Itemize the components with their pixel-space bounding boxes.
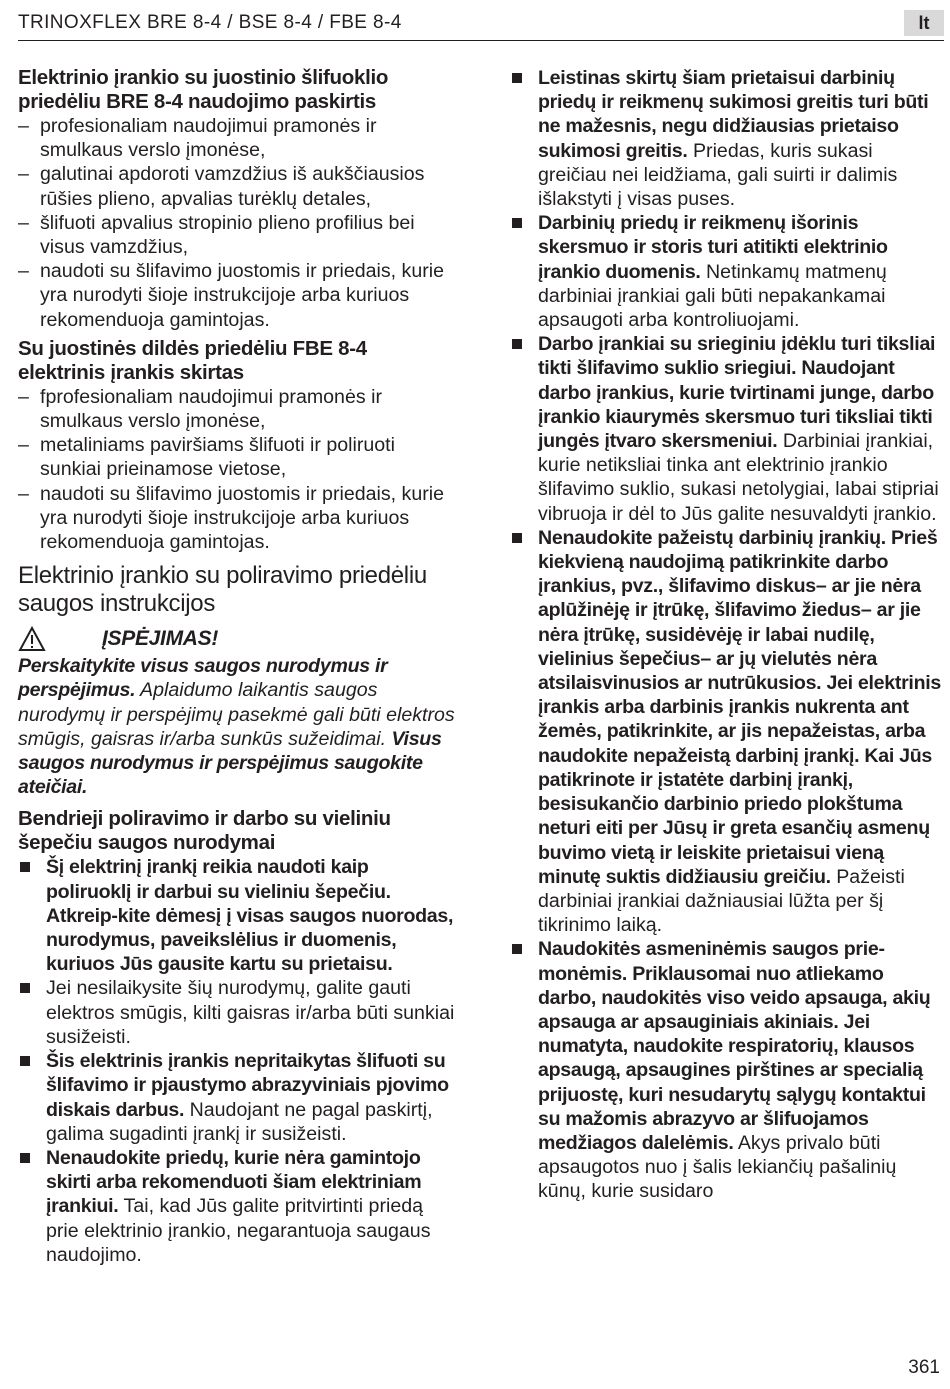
list-item: – galutinai apdoroti vamzdžius iš aukščiausios rūšies plieno, apvalias turėklų detales,: [18, 162, 458, 210]
page-number: 361: [908, 1357, 940, 1378]
bullet-item: Nenaudokite pažeistų darbinių įrankių. Prieš kiekvieną naudojimą patikrinkite darbo įrankius, pvz., šlifavimo diskus– ar jie nėra aplūžinėję ir įtrūkę, šlifavimo žiedus– ar jie nėra įtrūkę, susidėvėję ir labai nudilę, vielinius šepečius– ar jų vielutės nėra atsilaisvinusios ar nutrūkusios. Jei elektrinis įrankis arba darbinis įrankis nukrenta ant žemės, patikrinkite, ar jis nepažeistas, arba naudokite nepažeistą darbinį įrankį. Kai Jūs patikrinote ir įstatėte darbinį įrankį, besisukančio darbinio priedo plokštuma neturi eiti per Jūsų ir greta esančių asmenų buvimo vietą ir leiskite prietaisui vieną minutę suktis didžiausiu greičiu. Pažeisti darbiniai įrankiai dažniausiai lūžta per šį tikrinimo laiką.: [510, 526, 942, 937]
bullet-square-icon: [512, 218, 522, 228]
list-item: – naudoti su šlifavimo juostomis ir priedais, kurie yra nurodyti šioje instrukcijoje arba kuriuos rekomenduoja gamintojas.: [18, 259, 458, 332]
bullet-item: Darbinių priedų ir reikmenų išorinis skersmuo ir storis turi atitikti elektrinio įrankio duomenis. Netinkamų matmenų darbiniai įrankiai gali būti nepakankamai apsaugoti arba kontroliuojami.: [510, 211, 942, 332]
bullet-square-icon: [512, 339, 522, 349]
bullet-item: Nenaudokite priedų, kurie nėra gamintojo skirti arba rekomenduoti šiam elektriniam įrankiui. Tai, kad Jūs galite pritvirtinti priedą prie elektrinio įrankio, negarantuoja saugaus naudojimo.: [18, 1146, 458, 1267]
warning-title: [18, 624, 458, 654]
bullet-square-icon: [512, 944, 522, 954]
list-item: – profesionaliam naudojimui pramonės ir smulkaus verslo įmonėse,: [18, 114, 458, 162]
warning-label: ĮSPĖJIMAS!: [102, 627, 219, 651]
language-badge: lt: [904, 10, 944, 36]
section-heading-fbe: Su juostinės dildės priedėliu FBE 8-4 elektrinis įrankis skirtas: [18, 336, 367, 384]
left-column: [18, 66, 458, 1267]
section-heading-bre: Elektrinio įrankio su juostinio šlifuoklio priedėliu BRE 8-4 naudojimo paskirtis: [18, 66, 389, 113]
bullet-square-icon: [512, 533, 522, 543]
bullet-square-icon: [20, 862, 30, 872]
list-item: – naudoti su šlifavimo juostomis ir priedais, kurie yra nurodyti šioje instrukcijoje arba kuriuos rekomenduoja gamintojas.: [18, 482, 458, 555]
section-heading-general: Bendrieji poliravimo ir darbo su vieliniu šepečiu saugos nurodymai: [18, 807, 391, 855]
right-column: [510, 66, 942, 1204]
list-item: – šlifuoti apvalius stropinio plieno profilius bei visus vamzdžius,: [18, 211, 458, 259]
bullet-item: Jei nesilaikysite šių nurodymų, galite gauti elektros smūgis, kilti gaisras ir/arba būti sunkiai susižeisti.: [18, 976, 458, 1049]
bullet-square-icon: [512, 73, 522, 83]
bullet-item: Šis elektrinis įrankis nepritaikytas šlifuoti su šlifavimo ir pjaustymo abrazyviniais pjovimo diskais darbus. Naudojant ne pagal paskirtį, galima sugadinti įrankį ir susižeisti.: [18, 1049, 458, 1146]
bullet-item: Šį elektrinį įrankį reikia naudoti kaip poliruoklį ir darbui su vieliniu šepečiu. Atkreip-kite dėmesį į visas saugos nuorodas, nurodymus, paveikslėlius ir duomenis, kuriuos Jūs gausite kartu su prietaisu.: [18, 855, 458, 976]
page-header: [18, 10, 944, 41]
bullet-square-icon: [20, 983, 30, 993]
section-heading-safety: Elektrinio įrankio su poliravimo priedėliu saugos instrukcijos: [18, 562, 427, 618]
bullet-item: Leistinas skirtų šiam prietaisui darbinių priedų ir reikmenų sukimosi greitis turi būti ne mažesnis, negu didžiausias prietaiso sukimosi greitis. Priedas, kuris sukasi greičiau nei leidžiama, gali suirti ir dalimis išlakstyti į visas puses.: [510, 66, 942, 211]
warning-triangle-icon: [18, 626, 46, 652]
list-item: – metaliniams paviršiams šlifuoti ir poliruoti sunkiai prieinamose vietose,: [18, 433, 458, 481]
bullet-item: Darbo įrankiai su srieginiu įdėklu turi tiksliai tikti šlifavimo suklio sriegiui. Naudojant darbo įrankius, kurie tvirtinami junge, darbo įrankio kiaurymės skersmuo turi tiksliai tikti jungės įtvaro skersmeniui. Darbiniai įrankiai, kurie netiksliai tinka ant elektrinio įrankio šlifavimo suklio, sukasi netolygiai, labai stipriai vibruoja ir dėl to Jūs galite nesuvaldyti įrankio.: [510, 332, 942, 526]
list-item: – fprofesionaliam naudojimui pramonės ir smulkaus verslo įmonėse,: [18, 385, 458, 433]
header-title: TRINOXFLEX BRE 8-4 / BSE 8-4 / FBE 8-4: [18, 12, 402, 33]
bullet-square-icon: [20, 1153, 30, 1163]
warning-text: Perskaitykite visus saugos nurodymus ir perspėjimus. Aplaidumo laikantis saugos nurodymų ir perspėjimų pasekmė gali būti elektros smūgis, gaisras ir/arba sunkūs sužeidimai. Visus saugos nurodymus ir perspėjimus saugokite ateičiai.: [18, 655, 455, 799]
bullet-item: Naudokitės asmeninėmis saugos priemonėmis. Priklausomai nuo atliekamo darbo, naudokitės viso veido apsauga, akių apsauga ar apsauginiais akiniais. Jei numatyta, naudokite respiratorių, klausos apsaugą, apsaugines pirštines ar specialią prijuostę, kuri nesudarytų sąlygų kontaktui su mažomis abrazyvo ar šlifuojamos medžiagos dalelėmis. Akys privalo būti apsaugotos nuo į šalis lekiančių pašalinių kūnų, kurie susidaro: [510, 937, 942, 1203]
bullet-square-icon: [20, 1056, 30, 1066]
